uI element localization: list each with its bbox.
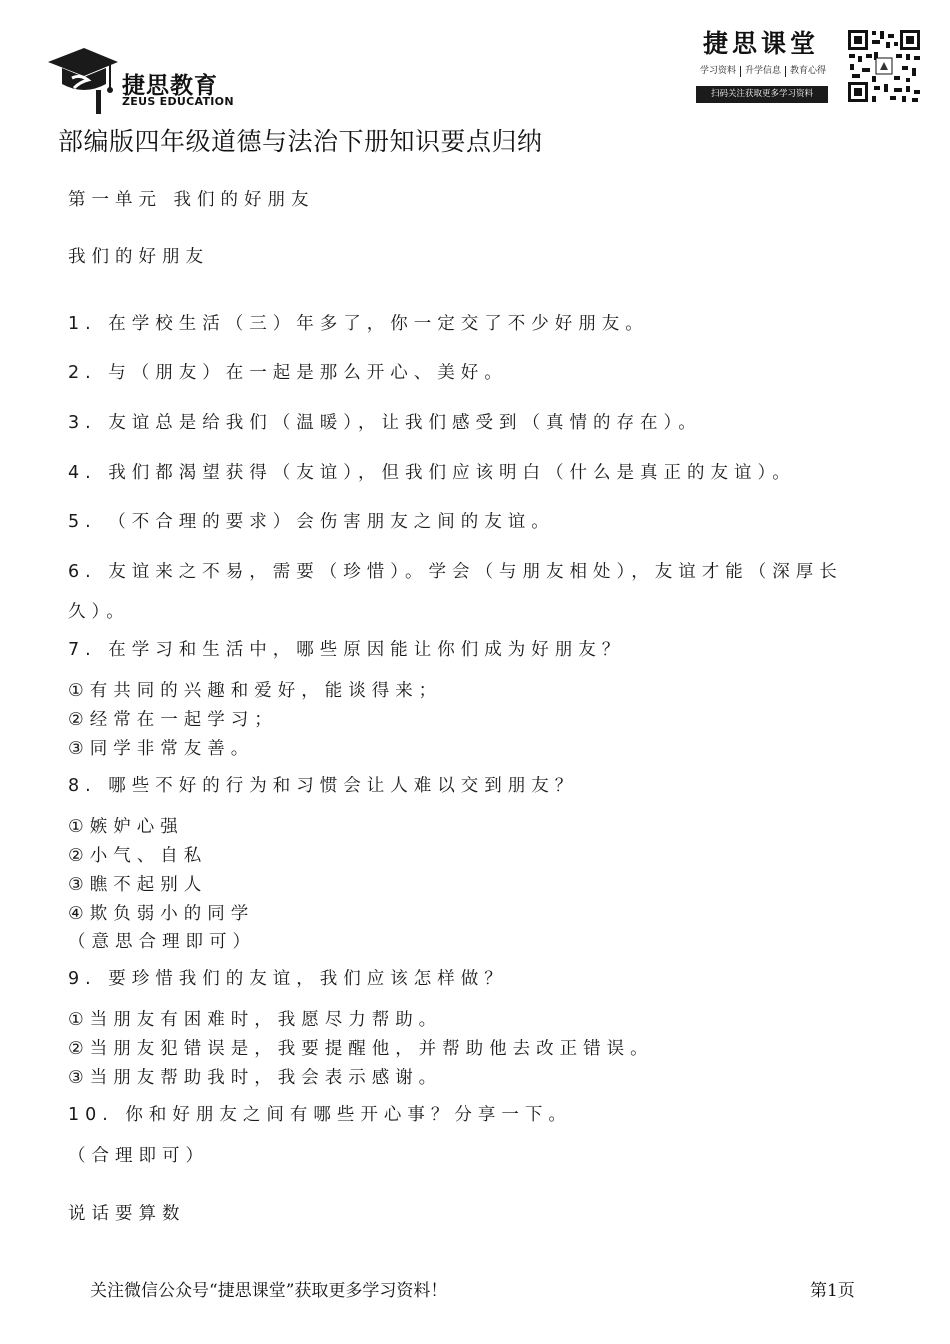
text-line: ①有共同的兴趣和爱好，能谈得来； bbox=[68, 681, 443, 701]
text-line: （合理即可） bbox=[68, 1146, 209, 1166]
text-line: 1. 在学校生活（三）年多了，你一定交了不少好朋友。 bbox=[68, 314, 649, 334]
text-line: 5. （不合理的要求）会伤害朋友之间的友谊。 bbox=[68, 512, 555, 532]
promo-tag: 升学信息 bbox=[741, 66, 786, 77]
text-line: 8. 哪些不好的行为和习惯会让人难以交到朋友？ bbox=[68, 776, 579, 796]
text-line: 久）。 bbox=[68, 602, 130, 622]
promo-title: 捷思课堂 bbox=[703, 29, 820, 58]
promo-bar: 扫码关注获取更多学习资料 bbox=[696, 86, 828, 103]
lesson-heading: 说话要算数 bbox=[68, 1204, 186, 1224]
footer-note: 关注微信公众号“捷思课堂”获取更多学习资料！ bbox=[90, 1281, 448, 1301]
brand-name-cn: 捷思教育 bbox=[122, 73, 218, 99]
page-number: 第1页 bbox=[810, 1281, 855, 1301]
text-line: （意思合理即可） bbox=[68, 932, 256, 952]
text-line: 2. 与（朋友）在一起是那么开心、美好。 bbox=[68, 363, 508, 383]
promo-tags bbox=[696, 66, 830, 77]
graduation-cap-icon bbox=[44, 44, 120, 114]
text-line: 9. 要珍惜我们的友谊，我们应该怎样做？ bbox=[68, 969, 508, 989]
promo-tag: 学习资料 bbox=[696, 66, 741, 77]
lesson-heading: 我们的好朋友 bbox=[68, 247, 209, 267]
text-line: ③瞧不起别人 bbox=[68, 875, 208, 895]
text-line: 7. 在学习和生活中，哪些原因能让你们成为好朋友？ bbox=[68, 640, 626, 660]
promo-tag: 教育心得 bbox=[790, 66, 827, 76]
text-line: ②小气、自私 bbox=[68, 846, 208, 866]
text-line: ②经常在一起学习； bbox=[68, 710, 278, 730]
text-line: ④欺负弱小的同学 bbox=[68, 904, 255, 924]
text-line: ③当朋友帮助我时，我会表示感谢。 bbox=[68, 1068, 443, 1088]
unit-heading: 第一单元 我们的好朋友 bbox=[68, 190, 315, 210]
text-line: ①当朋友有困难时，我愿尽力帮助。 bbox=[68, 1010, 443, 1030]
document-title: 部编版四年级道德与法治下册知识要点归纳 bbox=[58, 127, 543, 156]
brand-name-en: ZEUS EDUCATION bbox=[122, 95, 234, 108]
text-line: 10. 你和好朋友之间有哪些开心事？分享一下。 bbox=[68, 1105, 572, 1125]
text-line: 4. 我们都渴望获得（友谊），但我们应该明白（什么是真正的友谊）。 bbox=[68, 463, 796, 483]
text-line: ③同学非常友善。 bbox=[68, 739, 255, 759]
text-line: ②当朋友犯错误是，我要提醒他，并帮助他去改正错误。 bbox=[68, 1039, 654, 1059]
qr-code-icon bbox=[846, 28, 922, 104]
text-line: ①嫉妒心强 bbox=[68, 817, 184, 837]
text-line: 6. 友谊来之不易，需要（珍惜）。学会（与朋友相处），友谊才能（深厚长 bbox=[68, 562, 843, 582]
text-line: 3. 友谊总是给我们（温暖），让我们感受到（真情的存在）。 bbox=[68, 413, 702, 433]
